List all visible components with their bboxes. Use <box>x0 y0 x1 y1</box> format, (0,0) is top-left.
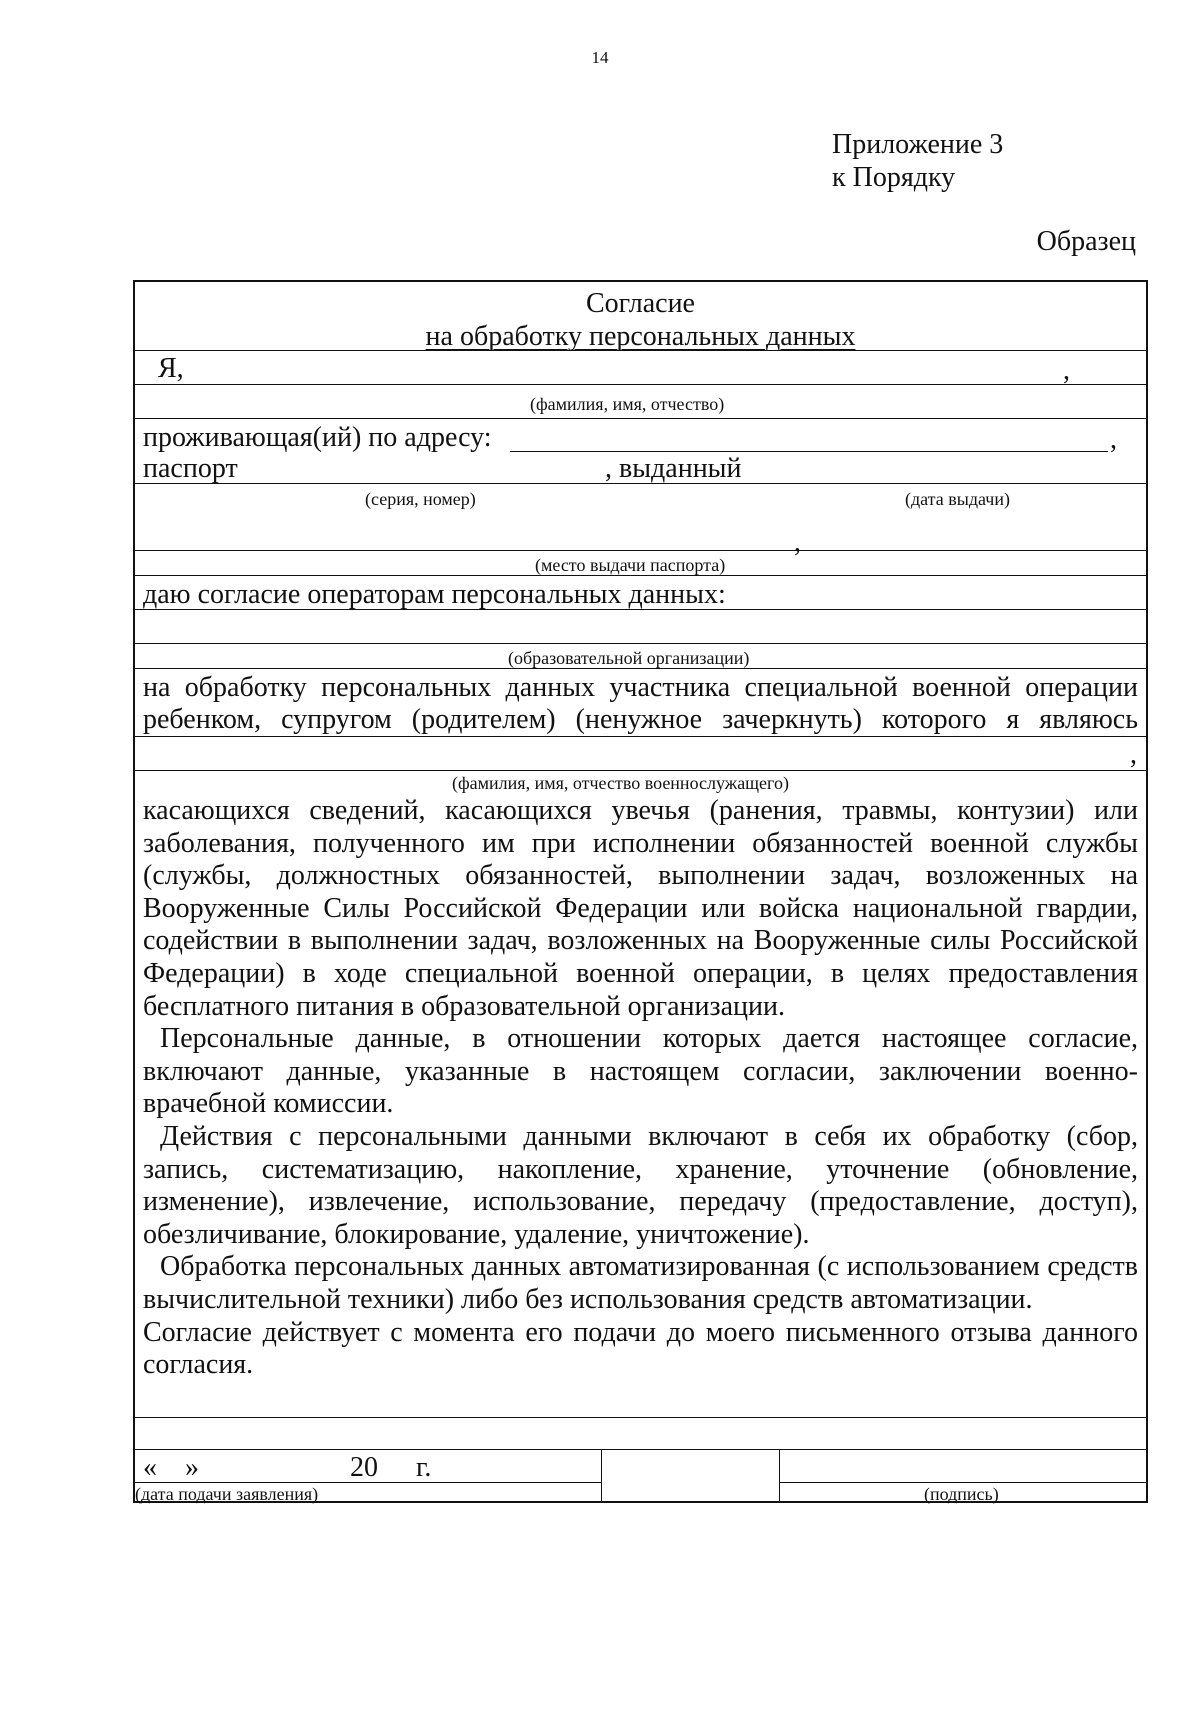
column-divider <box>601 1449 602 1503</box>
divider <box>133 350 1148 351</box>
body-paragraph-processing: Обработка персональных данных автоматизированная (с использованием средств вычислительной техники) либо без использования средств автоматизации. <box>143 1251 1138 1315</box>
place-comma: , <box>794 527 801 558</box>
serviceman-line <box>133 770 1148 771</box>
org-line <box>133 643 1148 644</box>
fio-comma: , <box>1063 355 1070 386</box>
consent-operators-text: даю согласие операторам персональных данных: <box>143 579 726 610</box>
signature-caption: (подпись) <box>924 1484 999 1504</box>
page-number: 14 <box>591 48 609 67</box>
divider <box>133 736 1148 737</box>
column-divider <box>779 1449 780 1503</box>
body-paragraph-actions: Действия с персональными данными включают в себя их обработку (сбор, запись, систематизацию, накопление, хранение, уточнение (обновление, изменение), извлечение, использование, передачу (предоставление, доступ), обезличивание, блокирование, удаление, уничтожение). <box>143 1120 1138 1250</box>
processing-line-1: на обработку персональных данных участника специальной военной операции <box>143 672 1138 703</box>
appendix-line-2: к Порядку <box>832 162 956 193</box>
divider <box>133 418 1148 419</box>
year-suffix: г. <box>416 1452 432 1483</box>
sample-label: Образец <box>1036 226 1136 257</box>
fio-line <box>133 384 1148 385</box>
passport-label: паспорт <box>143 453 238 484</box>
org-caption: (образовательной организации) <box>508 648 750 668</box>
address-label: проживающая(ий) по адресу: <box>143 422 492 453</box>
place-caption: (место выдачи паспорта) <box>535 555 726 575</box>
place-line <box>133 550 1148 551</box>
divider <box>133 609 1148 610</box>
date-underline <box>133 1482 601 1483</box>
address-underline <box>510 451 1108 452</box>
year-prefix: 20 <box>350 1452 378 1483</box>
appendix-reference <box>832 128 1003 194</box>
passport-line <box>133 483 1148 484</box>
divider <box>133 575 1148 576</box>
body-paragraph-validity: Согласие действует с момента его подачи до моего письменного отзыва данного согласия. <box>143 1316 1138 1381</box>
date-close-quote: » <box>185 1452 199 1483</box>
form-title <box>133 287 1148 353</box>
appendix-line-1: Приложение 3 <box>832 129 1004 160</box>
issued-label: , выданный <box>605 453 742 484</box>
form-title-line-1: Согласие <box>586 288 695 319</box>
consent-body <box>143 795 1138 1382</box>
body-paragraph-data: Персональные данные, в отношении которых дается настоящее согласие, включают данные, указанные в настоящем согласии, заключении военно-врачебной комиссии. <box>143 1023 1138 1120</box>
issue-date-caption: (дата выдачи) <box>905 489 1010 509</box>
date-caption: (дата подачи заявления) <box>135 1484 319 1504</box>
processing-line-2: ребенком, супругом (родителем) (ненужное зачеркнуть) которого я являюсь <box>143 704 1138 735</box>
ya-label: Я, <box>158 353 184 384</box>
divider <box>133 668 1148 669</box>
form-title-line-2: на обработку персональных данных <box>425 321 856 352</box>
divider <box>133 1449 1148 1450</box>
body-paragraph-scope: касающихся сведений, касающихся увечья (ранения, травмы, контузии) или заболевания, полученного им при исполнении обязанностей военной службы (службы, должностных обязанностей, выполнении задач, возложенных на Вооруженные Силы Российской Федерации или войска национальной гвардии, содействии в выполнении задач, возложенных на Вооруженные силы Российской Федерации) в ходе специальной военной операции, в целях предоставления бесплатного питания в образовательной организации. <box>143 795 1138 1022</box>
fio-caption: (фамилия, имя, отчество) <box>530 394 725 414</box>
series-caption: (серия, номер) <box>365 489 476 509</box>
divider <box>133 1417 1148 1418</box>
address-comma: , <box>1110 424 1117 455</box>
date-open-quote: « <box>143 1452 157 1483</box>
serviceman-caption: (фамилия, имя, отчество военнослужащего) <box>452 773 789 793</box>
signature-underline <box>779 1482 1148 1483</box>
serviceman-comma: , <box>1130 739 1137 770</box>
